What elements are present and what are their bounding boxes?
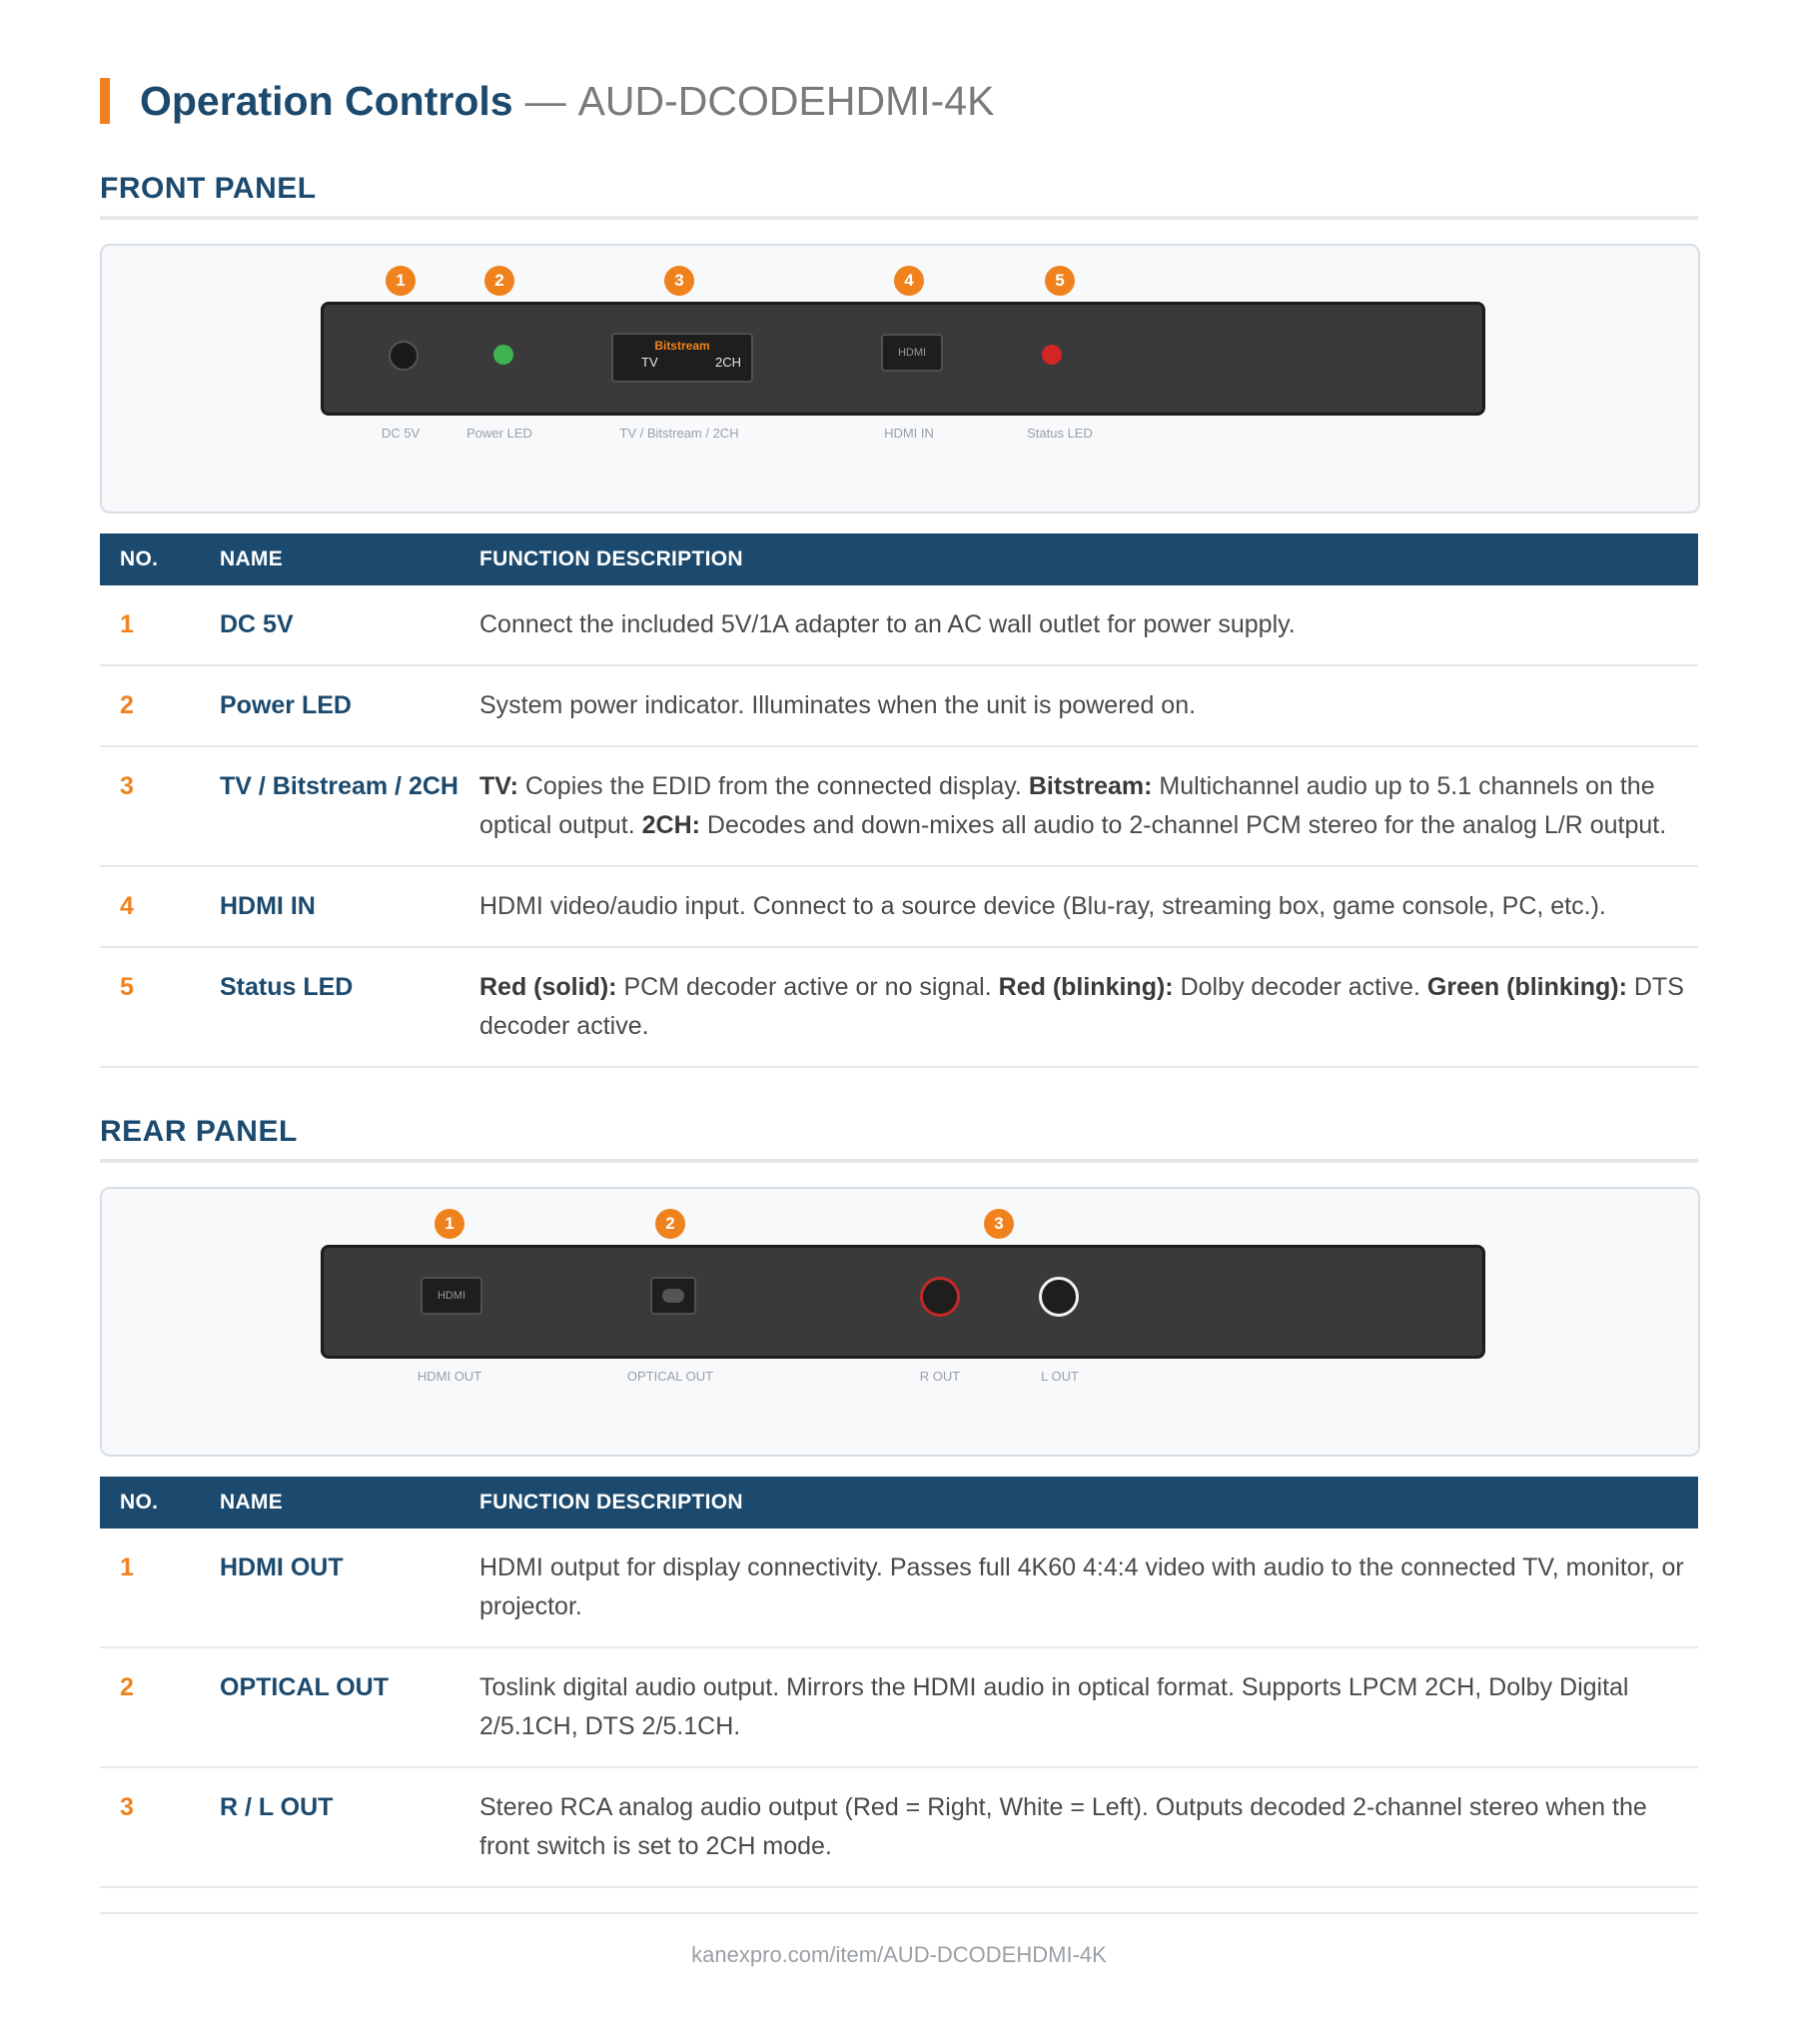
- row-description: Connect the included 5V/1A adapter to an AC wall outlet for power supply.: [479, 585, 1698, 665]
- footer-url: kanexpro.com/item/AUD-DCODEHDMI-4K: [691, 1942, 1107, 1967]
- row-description: [479, 947, 1698, 1067]
- rear-badge-3: 3: [984, 1209, 1014, 1239]
- desc-term: Green (blinking):: [1426, 973, 1627, 1001]
- desc-text: Dolby decoder active.: [1173, 973, 1427, 1001]
- desc-term: Bitstream:: [1028, 772, 1153, 800]
- table-row: [100, 665, 1698, 746]
- row-number: 2: [100, 1647, 220, 1767]
- rear-label-optical-out: OPTICAL OUT: [626, 1369, 714, 1384]
- status-led-icon: [1042, 345, 1062, 365]
- title-separator: —: [524, 77, 566, 124]
- row-number: 2: [100, 665, 220, 746]
- rca-right-jack-icon: [920, 1277, 960, 1317]
- rear-device-body: [321, 1245, 1485, 1359]
- rear-badge-1: 1: [435, 1209, 464, 1239]
- desc-term: Red (blinking):: [998, 973, 1174, 1001]
- front-badge-3: 3: [664, 266, 694, 296]
- row-name: HDMI OUT: [220, 1529, 479, 1647]
- front-badge-5: 5: [1045, 266, 1075, 296]
- mode-switch: [611, 333, 753, 383]
- row-number: 3: [100, 746, 220, 866]
- table-row: [100, 1767, 1698, 1887]
- table-row: [100, 585, 1698, 665]
- power-led-icon: [493, 345, 513, 365]
- col-header-no: NO.: [100, 1477, 220, 1529]
- front-panel-heading: FRONT PANEL: [100, 172, 1698, 220]
- row-number: 5: [100, 947, 220, 1067]
- title-accent-bar: [100, 78, 110, 124]
- row-description: Stereo RCA analog audio output (Red = Right, White = Left). Outputs decoded 2-channel stereo when the front switch is set to 2CH mode.: [479, 1767, 1698, 1887]
- front-device-body: [321, 302, 1485, 416]
- col-header-no: NO.: [100, 533, 220, 585]
- row-description: Toslink digital audio output. Mirrors the HDMI audio in optical format. Supports LPCM 2CH, Dolby Digital 2/5.1CH, DTS 2/5.1CH.: [479, 1647, 1698, 1767]
- desc-text: DTS decoder active.: [479, 973, 1684, 1040]
- front-badge-1: 1: [386, 266, 416, 296]
- table-header-row: [100, 1477, 1698, 1529]
- table-row: [100, 947, 1698, 1067]
- front-label-status-led: Status LED: [1027, 426, 1093, 441]
- switch-label-bitstream: Bitstream: [654, 339, 710, 353]
- col-header-desc: FUNCTION DESCRIPTION: [479, 1477, 1698, 1529]
- desc-term: Red (solid):: [479, 973, 617, 1001]
- footer-divider: [100, 1912, 1698, 1914]
- front-badge-4: 4: [894, 266, 924, 296]
- switch-label-2ch: 2CH: [714, 355, 741, 370]
- row-number: 3: [100, 1767, 220, 1887]
- model-number: AUD-DCODEHDMI-4K: [577, 77, 995, 124]
- row-description: [479, 746, 1698, 866]
- rear-panel-table: [100, 1477, 1698, 1888]
- desc-term: TV:: [479, 772, 518, 800]
- row-number: 1: [100, 585, 220, 665]
- front-label-hdmi-in: HDMI IN: [884, 426, 934, 441]
- row-number: 1: [100, 1529, 220, 1647]
- front-label-dc5v: DC 5V: [381, 426, 421, 441]
- row-name: Power LED: [220, 665, 479, 746]
- page-title-row: [100, 76, 994, 126]
- dc-jack-icon: [389, 341, 419, 371]
- rear-panel-diagram: [100, 1187, 1700, 1457]
- rear-badge-2: 2: [655, 1209, 685, 1239]
- desc-text: PCM decoder active or no signal.: [616, 973, 999, 1001]
- hdmi-out-port-icon: HDMI: [421, 1277, 482, 1315]
- row-description: HDMI video/audio input. Connect to a source device (Blu-ray, streaming box, game console, PC, etc.).: [479, 866, 1698, 947]
- row-name: TV / Bitstream / 2CH: [220, 746, 479, 866]
- table-row: [100, 1529, 1698, 1647]
- row-name: Status LED: [220, 947, 479, 1067]
- desc-text: Decodes and down-mixes all audio to 2-channel PCM stereo for the analog L/R output.: [699, 811, 1667, 839]
- front-panel-table: [100, 533, 1698, 1068]
- page-title: Operation Controls: [140, 77, 513, 124]
- row-number: 4: [100, 866, 220, 947]
- rear-panel-heading: REAR PANEL: [100, 1115, 1698, 1163]
- row-name: DC 5V: [220, 585, 479, 665]
- rca-left-jack-icon: [1039, 1277, 1079, 1317]
- row-name: HDMI IN: [220, 866, 479, 947]
- col-header-desc: FUNCTION DESCRIPTION: [479, 533, 1698, 585]
- rear-label-l-out: L OUT: [1041, 1369, 1079, 1384]
- row-description: System power indicator. Illuminates when the unit is powered on.: [479, 665, 1698, 746]
- table-row: [100, 1647, 1698, 1767]
- col-header-name: NAME: [220, 1477, 479, 1529]
- optical-out-port-icon: [650, 1277, 696, 1315]
- desc-term: 2CH:: [641, 811, 700, 839]
- rear-label-hdmi-out: HDMI OUT: [417, 1369, 482, 1384]
- desc-text: Copies the EDID from the connected display.: [517, 772, 1029, 800]
- table-row: [100, 746, 1698, 866]
- row-name: R / L OUT: [220, 1767, 479, 1887]
- col-header-name: NAME: [220, 533, 479, 585]
- front-panel-diagram: [100, 244, 1700, 513]
- front-label-switch: TV / Bitstream / 2CH: [619, 426, 739, 441]
- optical-aperture: [662, 1289, 684, 1303]
- desc-text: Multichannel audio up to 5.1 channels on the optical output.: [479, 772, 1655, 839]
- rear-label-r-out: R OUT: [919, 1369, 961, 1384]
- row-name: OPTICAL OUT: [220, 1647, 479, 1767]
- row-description: HDMI output for display connectivity. Passes full 4K60 4:4:4 video with audio to the connected TV, monitor, or projector.: [479, 1529, 1698, 1647]
- hdmi-in-port-icon: HDMI: [881, 334, 943, 372]
- front-badge-2: 2: [484, 266, 514, 296]
- table-row: [100, 866, 1698, 947]
- front-label-power-led: Power LED: [466, 426, 532, 441]
- switch-label-tv: TV: [641, 355, 658, 370]
- table-header-row: [100, 533, 1698, 585]
